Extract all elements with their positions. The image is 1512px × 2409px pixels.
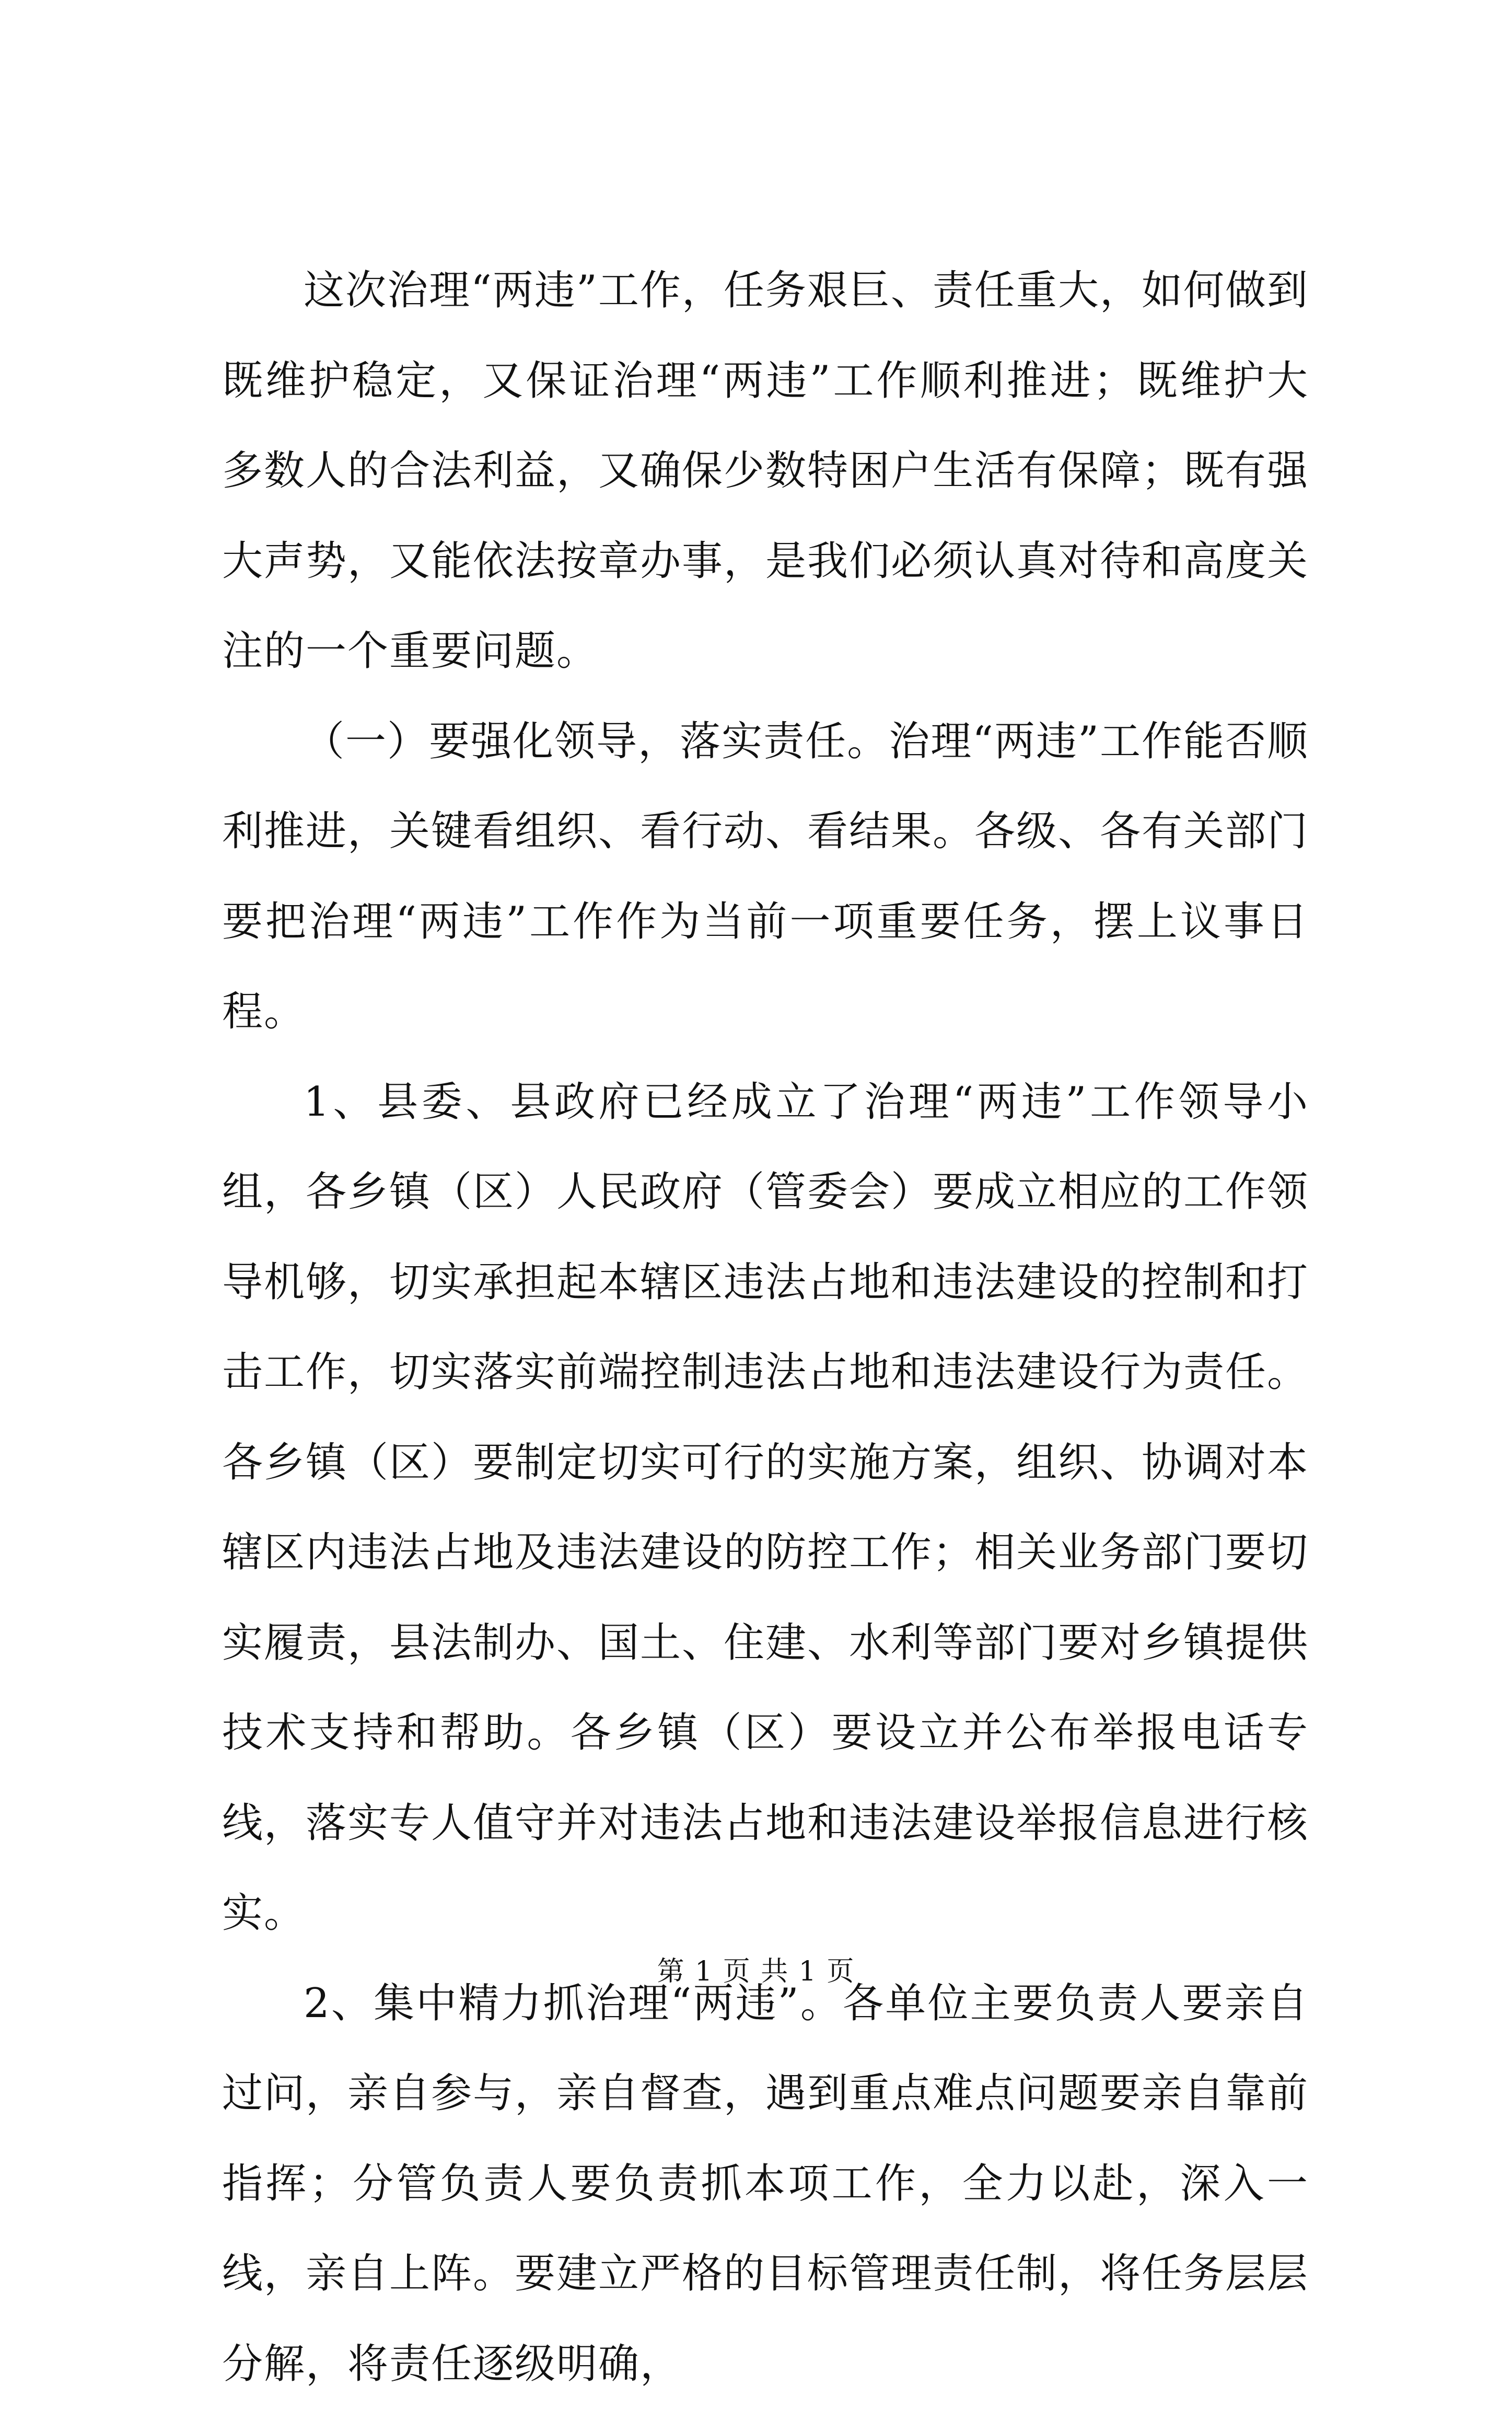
document-body [222, 246, 1309, 2409]
page-number-footer: 第 1 页 共 1 页 [0, 1953, 1512, 1990]
paragraph-item-2: 2、集中精力抓治理“两违”。各单位主要负责人要亲自过问，亲自参与，亲自督查，遇到重点难点问题要亲自靠前指挥；分管负责人要负责抓本项工作，全力以赴，深入一线，亲自上阵。要建立严格的目标管理责任制，将任务层层分解，将责任逐级明确， [222, 1959, 1309, 2409]
paragraph-intro: 这次治理“两违”工作，任务艰巨、责任重大，如何做到既维护稳定，又保证治理“两违”工作顺利推进；既维护大多数人的合法利益，又确保少数特困户生活有保障；既有强大声势，又能依法按章办事，是我们必须认真对待和高度关注的一个重要问题。 [222, 246, 1309, 697]
paragraph-section-1: （一）要强化领导，落实责任。治理“两违”工作能否顺利推进，关键看组织、看行动、看结果。各级、各有关部门要把治理“两违”工作作为当前一项重要任务，摆上议事日程。 [222, 697, 1309, 1057]
paragraph-item-1: 1、县委、县政府已经成立了治理“两违”工作领导小组，各乡镇（区）人民政府（管委会）要成立相应的工作领导机够，切实承担起本辖区违法占地和违法建设的控制和打击工作，切实落实前端控制违法占地和违法建设行为责任。各乡镇（区）要制定切实可行的实施方案，组织、协调对本辖区内违法占地及违法建设的防控工作；相关业务部门要切实履责，县法制办、国土、住建、水利等部门要对乡镇提供技术支持和帮助。各乡镇（区）要设立并公布举报电话专线，落实专人值守并对违法占地和违法建设举报信息进行核实。 [222, 1057, 1309, 1959]
